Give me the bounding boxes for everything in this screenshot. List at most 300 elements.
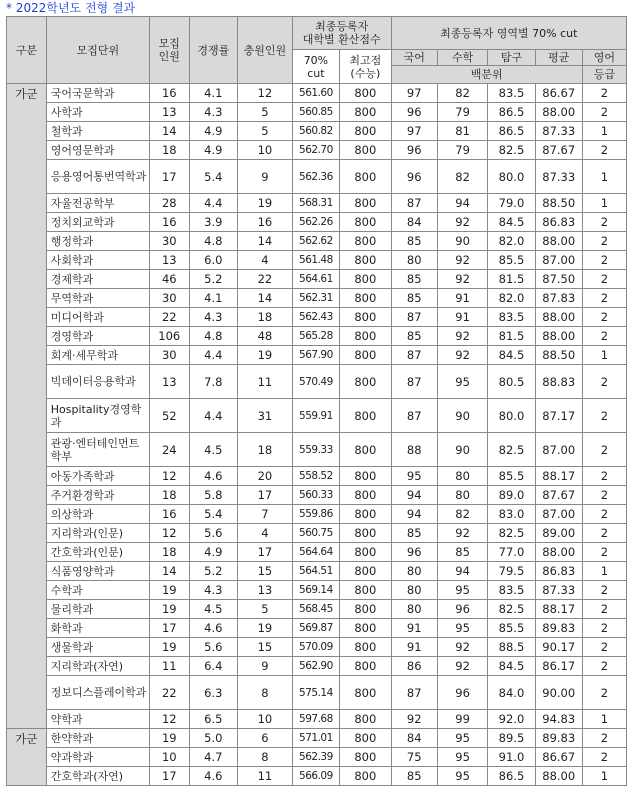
cut-cell: 569.14	[292, 581, 339, 600]
english-cell: 2	[582, 543, 626, 562]
added-cell: 8	[237, 676, 292, 710]
korean-cell: 88	[391, 433, 437, 467]
header-rate: 경쟁률	[189, 17, 237, 84]
average-cell: 88.00	[535, 103, 582, 122]
math-cell: 95	[437, 767, 488, 786]
unit-cell: 간호학과(인문)	[46, 543, 149, 562]
korean-cell: 80	[391, 581, 437, 600]
max-score-cell: 800	[340, 524, 392, 543]
max-score-cell: 800	[340, 638, 392, 657]
cut-cell: 559.86	[292, 505, 339, 524]
unit-cell: 경영학과	[46, 327, 149, 346]
math-cell: 95	[437, 729, 488, 748]
korean-cell: 80	[391, 562, 437, 581]
quota-cell: 14	[149, 562, 189, 581]
korean-cell: 91	[391, 619, 437, 638]
max-score-cell: 800	[340, 213, 392, 232]
math-cell: 92	[437, 327, 488, 346]
korean-cell: 87	[391, 194, 437, 213]
inquiry-cell: 86.5	[488, 767, 535, 786]
rate-cell: 7.8	[189, 365, 237, 399]
korean-cell: 96	[391, 543, 437, 562]
unit-cell: 관광·엔터테인먼트학부	[46, 433, 149, 467]
average-cell: 88.17	[535, 467, 582, 486]
math-cell: 82	[437, 160, 488, 194]
rate-cell: 5.6	[189, 638, 237, 657]
english-cell: 2	[582, 289, 626, 308]
unit-cell: 수학과	[46, 581, 149, 600]
cut-cell: 559.91	[292, 399, 339, 433]
quota-cell: 12	[149, 710, 189, 729]
average-cell: 87.33	[535, 160, 582, 194]
korean-cell: 94	[391, 486, 437, 505]
quota-cell: 17	[149, 767, 189, 786]
added-cell: 7	[237, 505, 292, 524]
added-cell: 20	[237, 467, 292, 486]
table-row	[7, 232, 627, 251]
group-cell: 가군	[7, 84, 47, 729]
korean-cell: 85	[391, 232, 437, 251]
math-cell: 92	[437, 251, 488, 270]
cut-cell: 565.28	[292, 327, 339, 346]
header-final-area: 최종등록자 영역별 70% cut	[391, 17, 626, 50]
average-cell: 87.00	[535, 433, 582, 467]
math-cell: 90	[437, 433, 488, 467]
unit-cell: 응용영어통번역학과	[46, 160, 149, 194]
english-cell: 1	[582, 346, 626, 365]
max-score-cell: 800	[340, 122, 392, 141]
rate-cell: 6.3	[189, 676, 237, 710]
max-score-cell: 800	[340, 399, 392, 433]
cut-cell: 570.09	[292, 638, 339, 657]
table-row	[7, 346, 627, 365]
unit-cell: 행정학과	[46, 232, 149, 251]
english-cell: 2	[582, 467, 626, 486]
table-row	[7, 141, 627, 160]
header-korean: 국어	[391, 50, 437, 66]
inquiry-cell: 83.5	[488, 308, 535, 327]
inquiry-cell: 86.5	[488, 122, 535, 141]
unit-cell: 지리학과(자연)	[46, 657, 149, 676]
unit-cell: 무역학과	[46, 289, 149, 308]
inquiry-cell: 80.0	[488, 160, 535, 194]
quota-cell: 16	[149, 84, 189, 103]
average-cell: 87.33	[535, 581, 582, 600]
max-score-cell: 800	[340, 270, 392, 289]
english-cell: 2	[582, 676, 626, 710]
header-grade: 등급	[582, 66, 626, 84]
english-cell: 2	[582, 399, 626, 433]
added-cell: 8	[237, 748, 292, 767]
table-row	[7, 270, 627, 289]
rate-cell: 5.4	[189, 160, 237, 194]
english-cell: 2	[582, 251, 626, 270]
unit-cell: 사회학과	[46, 251, 149, 270]
inquiry-cell: 85.5	[488, 619, 535, 638]
english-cell: 1	[582, 194, 626, 213]
table-row	[7, 581, 627, 600]
header-percentile: 백분위	[391, 66, 582, 84]
cut-cell: 597.68	[292, 710, 339, 729]
rate-cell: 4.3	[189, 308, 237, 327]
rate-cell: 4.3	[189, 581, 237, 600]
korean-cell: 97	[391, 84, 437, 103]
math-cell: 96	[437, 676, 488, 710]
rate-cell: 6.5	[189, 710, 237, 729]
max-score-cell: 800	[340, 657, 392, 676]
average-cell: 88.00	[535, 767, 582, 786]
math-cell: 99	[437, 710, 488, 729]
added-cell: 13	[237, 581, 292, 600]
inquiry-cell: 85.5	[488, 251, 535, 270]
english-cell: 2	[582, 365, 626, 399]
table-row	[7, 289, 627, 308]
table-row	[7, 433, 627, 467]
inquiry-cell: 82.5	[488, 141, 535, 160]
unit-cell: 지리학과(인문)	[46, 524, 149, 543]
inquiry-cell: 85.5	[488, 467, 535, 486]
inquiry-cell: 84.5	[488, 346, 535, 365]
unit-cell: 화학과	[46, 619, 149, 638]
rate-cell: 4.6	[189, 767, 237, 786]
table-row	[7, 122, 627, 141]
math-cell: 91	[437, 289, 488, 308]
unit-cell: 의상학과	[46, 505, 149, 524]
added-cell: 19	[237, 619, 292, 638]
header-max-score: 최고점 (수능)	[340, 50, 392, 84]
korean-cell: 96	[391, 160, 437, 194]
added-cell: 31	[237, 399, 292, 433]
inquiry-cell: 77.0	[488, 543, 535, 562]
average-cell: 94.83	[535, 710, 582, 729]
cut-cell: 568.31	[292, 194, 339, 213]
inquiry-cell: 80.0	[488, 399, 535, 433]
inquiry-cell: 81.5	[488, 327, 535, 346]
english-cell: 2	[582, 619, 626, 638]
math-cell: 92	[437, 346, 488, 365]
header-unit: 모집단위	[46, 17, 149, 84]
cut-cell: 560.75	[292, 524, 339, 543]
korean-cell: 87	[391, 365, 437, 399]
unit-cell: 식품영양학과	[46, 562, 149, 581]
quota-cell: 28	[149, 194, 189, 213]
quota-cell: 13	[149, 365, 189, 399]
average-cell: 87.00	[535, 251, 582, 270]
unit-cell: 경제학과	[46, 270, 149, 289]
rate-cell: 4.6	[189, 467, 237, 486]
added-cell: 48	[237, 327, 292, 346]
table-row	[7, 767, 627, 786]
max-score-cell: 800	[340, 232, 392, 251]
added-cell: 19	[237, 346, 292, 365]
unit-cell: 정보디스플레이학과	[46, 676, 149, 710]
average-cell: 88.17	[535, 600, 582, 619]
table-row	[7, 710, 627, 729]
added-cell: 19	[237, 194, 292, 213]
english-cell: 2	[582, 657, 626, 676]
results-body	[7, 84, 627, 786]
unit-cell: 영어영문학과	[46, 141, 149, 160]
table-row	[7, 524, 627, 543]
unit-cell: 국어국문학과	[46, 84, 149, 103]
average-cell: 87.33	[535, 122, 582, 141]
korean-cell: 97	[391, 122, 437, 141]
quota-cell: 12	[149, 467, 189, 486]
rate-cell: 5.0	[189, 729, 237, 748]
math-cell: 81	[437, 122, 488, 141]
header-quota: 모집 인원	[149, 17, 189, 84]
max-score-cell: 800	[340, 486, 392, 505]
korean-cell: 87	[391, 346, 437, 365]
inquiry-cell: 91.0	[488, 748, 535, 767]
unit-cell: 간호학과(자연)	[46, 767, 149, 786]
max-score-cell: 800	[340, 327, 392, 346]
max-score-cell: 800	[340, 84, 392, 103]
average-cell: 89.00	[535, 524, 582, 543]
inquiry-cell: 81.5	[488, 270, 535, 289]
math-cell: 85	[437, 543, 488, 562]
cut-cell: 562.26	[292, 213, 339, 232]
cut-cell: 569.87	[292, 619, 339, 638]
max-score-cell: 800	[340, 289, 392, 308]
english-cell: 2	[582, 638, 626, 657]
korean-cell: 94	[391, 505, 437, 524]
cut-cell: 562.62	[292, 232, 339, 251]
max-score-cell: 800	[340, 543, 392, 562]
math-cell: 95	[437, 619, 488, 638]
quota-cell: 16	[149, 505, 189, 524]
group-cell: 가군	[7, 729, 47, 786]
inquiry-cell: 82.0	[488, 232, 535, 251]
average-cell: 88.83	[535, 365, 582, 399]
average-cell: 87.67	[535, 486, 582, 505]
added-cell: 6	[237, 729, 292, 748]
korean-cell: 95	[391, 467, 437, 486]
inquiry-cell: 82.5	[488, 524, 535, 543]
quota-cell: 30	[149, 346, 189, 365]
added-cell: 15	[237, 562, 292, 581]
header-english: 영어	[582, 50, 626, 66]
cut-cell: 564.64	[292, 543, 339, 562]
inquiry-cell: 89.5	[488, 729, 535, 748]
math-cell: 90	[437, 399, 488, 433]
quota-cell: 17	[149, 160, 189, 194]
korean-cell: 85	[391, 270, 437, 289]
quota-cell: 30	[149, 232, 189, 251]
rate-cell: 4.1	[189, 289, 237, 308]
cut-cell: 564.51	[292, 562, 339, 581]
unit-cell: 철학과	[46, 122, 149, 141]
cut-cell: 561.60	[292, 84, 339, 103]
math-cell: 79	[437, 141, 488, 160]
added-cell: 18	[237, 308, 292, 327]
inquiry-cell: 86.5	[488, 103, 535, 122]
added-cell: 4	[237, 251, 292, 270]
korean-cell: 87	[391, 308, 437, 327]
math-cell: 92	[437, 657, 488, 676]
english-cell: 2	[582, 213, 626, 232]
max-score-cell: 800	[340, 600, 392, 619]
rate-cell: 6.0	[189, 251, 237, 270]
english-cell: 2	[582, 433, 626, 467]
quota-cell: 13	[149, 251, 189, 270]
added-cell: 5	[237, 122, 292, 141]
inquiry-cell: 82.0	[488, 289, 535, 308]
average-cell: 90.00	[535, 676, 582, 710]
rate-cell: 4.1	[189, 84, 237, 103]
header-cut70: 70% cut	[292, 50, 339, 84]
average-cell: 90.17	[535, 638, 582, 657]
rate-cell: 3.9	[189, 213, 237, 232]
cut-cell: 564.61	[292, 270, 339, 289]
quota-cell: 16	[149, 213, 189, 232]
english-cell: 2	[582, 524, 626, 543]
added-cell: 17	[237, 486, 292, 505]
english-cell: 2	[582, 327, 626, 346]
rate-cell: 4.4	[189, 399, 237, 433]
average-cell: 89.83	[535, 729, 582, 748]
rate-cell: 5.2	[189, 562, 237, 581]
math-cell: 91	[437, 308, 488, 327]
average-cell: 86.67	[535, 748, 582, 767]
cut-cell: 568.45	[292, 600, 339, 619]
quota-cell: 18	[149, 141, 189, 160]
max-score-cell: 800	[340, 676, 392, 710]
korean-cell: 87	[391, 399, 437, 433]
added-cell: 11	[237, 365, 292, 399]
english-cell: 2	[582, 232, 626, 251]
math-cell: 92	[437, 270, 488, 289]
average-cell: 86.83	[535, 213, 582, 232]
table-row	[7, 748, 627, 767]
korean-cell: 87	[391, 676, 437, 710]
cut-cell: 566.09	[292, 767, 339, 786]
quota-cell: 18	[149, 543, 189, 562]
korean-cell: 80	[391, 600, 437, 619]
math-cell: 79	[437, 103, 488, 122]
cut-cell: 559.33	[292, 433, 339, 467]
average-cell: 87.00	[535, 505, 582, 524]
average-cell: 88.00	[535, 543, 582, 562]
quota-cell: 30	[149, 289, 189, 308]
admission-results-table	[6, 16, 627, 786]
math-cell: 95	[437, 365, 488, 399]
max-score-cell: 800	[340, 251, 392, 270]
inquiry-cell: 84.5	[488, 213, 535, 232]
unit-cell: 한약학과	[46, 729, 149, 748]
quota-cell: 12	[149, 524, 189, 543]
quota-cell: 19	[149, 638, 189, 657]
average-cell: 86.67	[535, 84, 582, 103]
max-score-cell: 800	[340, 581, 392, 600]
english-cell: 1	[582, 562, 626, 581]
unit-cell: 정치외교학과	[46, 213, 149, 232]
rate-cell: 4.5	[189, 433, 237, 467]
table-row	[7, 399, 627, 433]
added-cell: 14	[237, 232, 292, 251]
max-score-cell: 800	[340, 160, 392, 194]
cut-cell: 562.90	[292, 657, 339, 676]
quota-cell: 17	[149, 619, 189, 638]
rate-cell: 4.5	[189, 600, 237, 619]
unit-cell: 빅데이터응용학과	[46, 365, 149, 399]
table-row	[7, 160, 627, 194]
rate-cell: 4.8	[189, 232, 237, 251]
korean-cell: 84	[391, 729, 437, 748]
table-row	[7, 251, 627, 270]
quota-cell: 46	[149, 270, 189, 289]
korean-cell: 84	[391, 213, 437, 232]
quota-cell: 11	[149, 657, 189, 676]
max-score-cell: 800	[340, 729, 392, 748]
average-cell: 88.50	[535, 346, 582, 365]
rate-cell: 4.9	[189, 543, 237, 562]
inquiry-cell: 84.5	[488, 657, 535, 676]
rate-cell: 5.8	[189, 486, 237, 505]
average-cell: 89.83	[535, 619, 582, 638]
average-cell: 87.50	[535, 270, 582, 289]
cut-cell: 571.01	[292, 729, 339, 748]
english-cell: 2	[582, 486, 626, 505]
header-final-conversion: 최종등록자 대학별 환산점수	[292, 17, 391, 50]
math-cell: 94	[437, 194, 488, 213]
added-cell: 5	[237, 103, 292, 122]
rate-cell: 5.6	[189, 524, 237, 543]
cut-cell: 562.43	[292, 308, 339, 327]
english-cell: 2	[582, 600, 626, 619]
korean-cell: 85	[391, 327, 437, 346]
average-cell: 86.17	[535, 657, 582, 676]
math-cell: 90	[437, 232, 488, 251]
max-score-cell: 800	[340, 433, 392, 467]
rate-cell: 4.3	[189, 103, 237, 122]
rate-cell: 4.9	[189, 141, 237, 160]
table-row	[7, 467, 627, 486]
math-cell: 80	[437, 467, 488, 486]
added-cell: 9	[237, 657, 292, 676]
added-cell: 10	[237, 710, 292, 729]
korean-cell: 96	[391, 141, 437, 160]
inquiry-cell: 83.5	[488, 84, 535, 103]
page-caption: * 2022학년도 전형 결과	[6, 1, 136, 15]
korean-cell: 96	[391, 103, 437, 122]
math-cell: 96	[437, 600, 488, 619]
table-row	[7, 619, 627, 638]
max-score-cell: 800	[340, 710, 392, 729]
added-cell: 12	[237, 84, 292, 103]
quota-cell: 18	[149, 486, 189, 505]
korean-cell: 85	[391, 767, 437, 786]
unit-cell: 회계·세무학과	[46, 346, 149, 365]
added-cell: 10	[237, 141, 292, 160]
cut-cell: 575.14	[292, 676, 339, 710]
inquiry-cell: 79.0	[488, 194, 535, 213]
table-row	[7, 729, 627, 748]
rate-cell: 4.7	[189, 748, 237, 767]
added-cell: 5	[237, 600, 292, 619]
max-score-cell: 800	[340, 103, 392, 122]
rate-cell: 4.4	[189, 194, 237, 213]
korean-cell: 75	[391, 748, 437, 767]
table-row	[7, 676, 627, 710]
inquiry-cell: 82.5	[488, 433, 535, 467]
table-row	[7, 562, 627, 581]
table-row	[7, 486, 627, 505]
inquiry-cell: 83.0	[488, 505, 535, 524]
quota-cell: 19	[149, 729, 189, 748]
cut-cell: 560.82	[292, 122, 339, 141]
table-row	[7, 84, 627, 103]
